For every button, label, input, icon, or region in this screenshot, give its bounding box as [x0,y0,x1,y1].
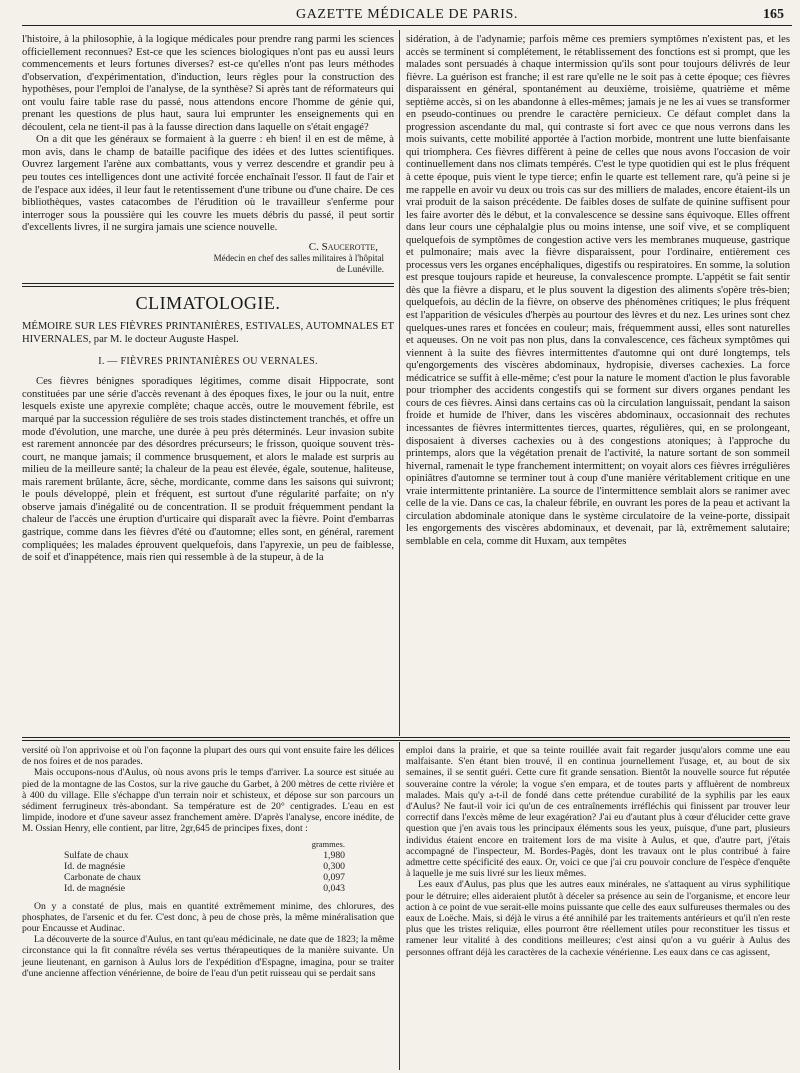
memoir-title: MÉMOIRE SUR LES FIÈVRES PRINTANIÈRES, ESTIVALES, AUTOMNALES ET HIVERNALES, par M. le docteur Auguste Haspel. [22,320,394,345]
table-row [62,861,347,872]
paragraph: versité où l'on apprivoise et où l'on façonne la plupart des ours qui vont ensuite faire les délices de nos foires et de nos parades. [22,745,394,768]
feuilleton-left-column [22,745,394,979]
left-column [22,34,394,565]
author-signature: C. Saucerotte, [308,240,378,253]
paragraph: La découverte de la source d'Aulus, en tant qu'eau médicinale, ne date que de 1823; la même circonstance qui la fit connaître révéla ses vertus thérapeutiques de la manière suivante. Un jeune lieutenant, en garnison à Aulus lors de l'expédition d'Espagne, imagina, pour se traiter d'une ancienne affection vénérienne, de boire de l'eau d'un petit ruisseau qui se perdait sans [22,934,394,979]
column-divider [399,742,400,1070]
running-header [22,4,792,26]
paragraph: On y a constaté de plus, mais en quantité extrêmement minime, des chlorures, des phosphates, de l'arsenic et du fer. C'est donc, à peu de chose près, la même minéralisation que pour Encausse et Audinac. [22,900,394,935]
table-row [62,872,347,883]
section-title: CLIMATOLOGIE. [135,293,281,314]
table-row [62,850,347,861]
paragraph: On a dit que les généraux se formaient à la guerre : eh bien! il en est de même, à mon avis, dans le champ de bataille pacifique des idées et des luttes scientifiques. Ouvrez largement l'arène aux combattants, vous y verrez descendre et grandir peu à peu toutes ces intelligences dont une activité forcée enchaînait l'essor. Il faut de l'air et de l'espace aux idées, il leur faut le retentissement d'une tribune ou d'une chaire. De ces bibliothèques, vastes catacombes de l'érudition où le travailleur s'enferme pour interroger sous la poussière qui les couvre les muets débris du passé, il peut sortir d'excellents livres, il ne surgira jamais une science nouvelle. [22,134,394,234]
unit-label: grammes. [311,838,345,849]
right-column [406,34,790,548]
substance-label: Sulfate de chaux [64,849,129,861]
paragraph: Les eaux d'Aulus, pas plus que les autres eaux minérales, ne s'attaquent au virus syphilitique pour le détruire; elles aideraient plutôt à déceler sa présence au sein de l'organisme, et encore leur action à ce point de vue serait-elle moins puissante que celle des eaux sulfureuses thermales ou des eaux de Loëche. Mais, si déjà le virus a été annihilé par les traitements antérieurs et qu'il n'en reste plus que les tristes reliquiæ, elles pourront être réellement utiles pour reconstituer les tissus et ramener leur vitalité à des conditions meilleures; c'est ainsi qu'on a vu guérir à Aulus des personnes offrant déjà les caractères de la cachexie vénérienne. Les eaux dans ce cas agissent, [406,879,790,958]
paragraph: sidération, à de l'adynamie; parfois même ces premiers symptômes n'existent pas, et les accès se terminent si complétement, le rétablissement des fonctions est si prompt, que les malades sont persuadés à chaque intermission qu'ils sont pour toujours délivrés de leur fièvre. La guérison est franche; il est rare qu'elle ne le soit pas à cette époque; ces fièvres disparaissent en général, spontanément au deuxième, troisième, quatrième et même septième accès, si on les abandonne à elles-mêmes; jamais je ne les ai vues se transformer en pseudo-continues ou prendre le caractère pernicieux. Ce défaut complet dans la progression ascendante du mal, qui contraste si fort avec ce que nous verrons dans les mois suivants, cette mobilité apportée à l'action morbide, montrent une lutte bienfaisante qui triomphera. Ces fièvres diffèrent à peine de celles que nous avons l'occasion de voir continuellement dans nos climats tempérés. C'est le type quotidien qui est le plus fréquent à cette époque, puis vient le type tierce; enfin le quarte est tellement rare, qu'à peine si je me rappelle en avoir vu deux ou trois cas sur des milliers de malades, encore étaient-ils un vrai produit de la saison précédente. De faibles doses de sulfate de quinine suffisent pour les faire avorter dès le début, et la convalescence se dessine sans équivoque. Elles offrent dans leur cours une céphalalgie plus ou moins intense, une soif vive, et se compliquent quelquefois de symptômes de congestion active vers les membranes muqueuse, gastrique et pulmonaire; mais avec la fièvre disparaissent, pour l'ordinaire, entièrement ces processus vers les organes encéphaliques, digestifs ou respiratoires. En somme, la solution est presque toujours rapide et heureuse, la convalescence prompte. L'appétit se fait sentir dès que la fièvre a disparu, et le plus souvent la digestion des aliments s'opère très-bien; quelquefois, au déclin de la fièvre, on observe des phénomènes critiques; le plus fréquent est l'apparition de vésicules d'herpès au pourtour des lèvres et du nez. Les urines sont chez quelques-unes rares et foncées en couleur; mais, fréquemment aussi, elles sont naturelles et aqueuses. On ne voit pas non plus, dans la convalescence, ces fâcheux symptômes qui viennent à la suite des fièvres intermittentes d'automne qui ont duré longtemps, tels qu'engorgements des viscères abdominaux, hydropisie, diverses cachexies. La force médicatrice se suffit à elle-même; c'est pour la nature le moment d'action le plus favorable pour triompher des accidents congestifs qui se forment sur divers organes pendant les cours de ces fièvres. Ainsi dans certains cas où la circulation languissait, pendant la saison froide et humide de l'hiver, dans les viscères abdominaux, occasionnait des rechutes incessantes de fièvres intermittentes tierces, quartes, régulières, qui, en se prolongeant, disposaient à diverses cachexies ou à des congestions atoniques; à l'approche du printemps, alors que la végétation prenait de l'activité, la nature sortant de son sommeil hivernal, ramenait le type franchement intermittent; on voyait alors ces fièvres irrégulières opiniâtres d'automne se terminer tout à coup d'une manière véritablement critique en une vraie intermittente printanière. La source de l'intermittence semblait alors se ranimer avec celle de la vie. Dans ce cas, la chaleur fébrile, en ouvrant les pores de la peau et activant la circulation abdominale atonique dans le système circulatoire de la veine-porte, dissipait les engorgements des viscères abdominaux, et devenait, par là, extrêmement salutaire; semblable en cela, comme dit Huxam, aux tempêtes [406,34,790,547]
substance-value: 1,980 [323,849,345,861]
paragraph: Mais occupons-nous d'Aulus, où nous avons pris le temps d'arriver. La source est située au pied de la montagne de las Costos, sur la rive gauche du Garbet, à 200 mètres de cette rivière et à 400 du village. Elle s'échappe d'un terrain noir et schisteux, et dépose sur son parcours un sédiment ferrugineux très-abondant. Sa température est de 20° centigrades. L'eau en est limpide, inodore et d'une saveur assez franchement amère. D'après l'analyse, encore inédite, de M. Ossian Henry, elle contient, par litre, 2gr,645 de principes fixes, dont : [22,767,394,835]
feuilleton-right-column [406,745,790,958]
substance-label: Carbonate de chaux [64,872,141,884]
feuilleton-divider [22,737,790,741]
substance-value: 0,043 [323,883,345,895]
subsection-heading: I. — FIÈVRES PRINTANIÈRES OU VERNALES. [98,355,318,367]
paragraph: l'histoire, à la philosophie, à la logique médicales pour prendre rang parmi les sciences officiellement reconnues? Est-ce que les sciences biologiques n'ont pas eu aussi leurs commencements et leurs fortunes diverses? est-ce qu'elles n'ont pas leurs méthodes d'observation, d'expérimentation, d'induction, leurs règles pour la construction des hypothèses, pour l'emploi de l'analyse, de la synthèse? Si après tant de réformateurs qui ont voulu faire table rase du passé, nous attendons encore l'homme de génie qui, prenant les questions de plus haut, saura lui emprunter les enseignements qui en découlent, cela ne tient-il pas à la fausse direction dans laquelle on s'était engagé? [22,34,394,133]
substance-label: Id. de magnésie [64,861,126,873]
paragraph: Ces fièvres bénignes sporadiques légitimes, comme disait Hippocrate, sont constituées par une série d'accès revenant à des époques fixes, le jour ou la nuit, entre lesquels existe une apyrexie complète; chaque accès, outre le mouvement fébrile, est marqué par la succession régulière de ses trois stades distinctement tranchés, et offre un mode d'évolution, une marche, une durée à peu près déterminés. Leur invasion subite est rarement annoncée par des désordres précurseurs; le frisson, quoique souvent très-court, ne manque jamais; il commence brusquement, et alors le malade est surpris au milieu de la meilleure santé; la chaleur de la peau est élevée, égale, soutenue, haliteuse, mais rarement brûlante, âcre, sèche, mordicante, comme dans les saisons qui suivront; le pouls développé, plein et fréquent, est surtout d'une régularité parfaite; on n'y observe jamais d'inégalité ou de concentration. Il se produit fréquemment pendant la chaleur de l'accès une éruption d'urticaire qui disparaît avec la fièvre. Point d'embarras gastrique, comme dans les fièvres d'été ou d'automne; elles sont, en général, rarement compliquées; les malades éprouvent quelquefois, dans l'apyrexie, un peu de faiblesse, de soif et d'inappétence, mais rien qui ressemble à de la stupeur, à de la [22,376,394,564]
author-role: de Lunéville. [336,264,384,275]
page-number: 165 [763,7,784,22]
paragraph: emploi dans la prairie, et que sa teinte rouillée avait fait regarder jusqu'alors comme une eau malfaisante. S'en étant bien trouvé, il en continua journellement l'usage, et, au bout de six semaines, il se sentit guéri. Cette cure fit grande sensation. Bientôt la nouvelle source fut réputée souveraine contre la vérole; la vogue s'en empara, et de toutes parts y affluèrent de nombreux malades. Mais qu'y a-t-il de fondé dans cette prétendue curabilité de la syphilis par les eaux d'Aulus? Ne faut-il voir ici qu'un de ces entraînements irréfléchis qui finissent par trouver leur correctif dans l'excès même de leur exagération? J'ai eu d'autant plus à cœur d'élucider cette grave question que j'en avais tous les principaux éléments sous les yeux, puisque, d'une part, plusieurs individus étaient encore en traitement lors de ma visite à Aulus, et que, d'autre part, j'étais accompagné de l'inspecteur, M. Bordes-Pagès, dont les travaux ont le plus contribué à faire admettre cette spécificité des eaux. Or, voici ce que j'ai cru pouvoir conclure de l'espèce d'enquête à laquelle je me suis livré sur les lieux mêmes. [406,745,790,880]
substance-value: 0,097 [323,872,345,884]
table-row [62,883,347,894]
substance-value: 0,300 [323,861,345,873]
author-role: Médecin en chef des salles militaires à l'hôpital [213,253,384,264]
substance-label: Id. de magnésie [64,883,126,895]
section-divider [22,283,394,287]
journal-title: GAZETTE MÉDICALE DE PARIS. [296,7,518,22]
analysis-table [62,839,347,895]
column-divider [399,30,400,736]
